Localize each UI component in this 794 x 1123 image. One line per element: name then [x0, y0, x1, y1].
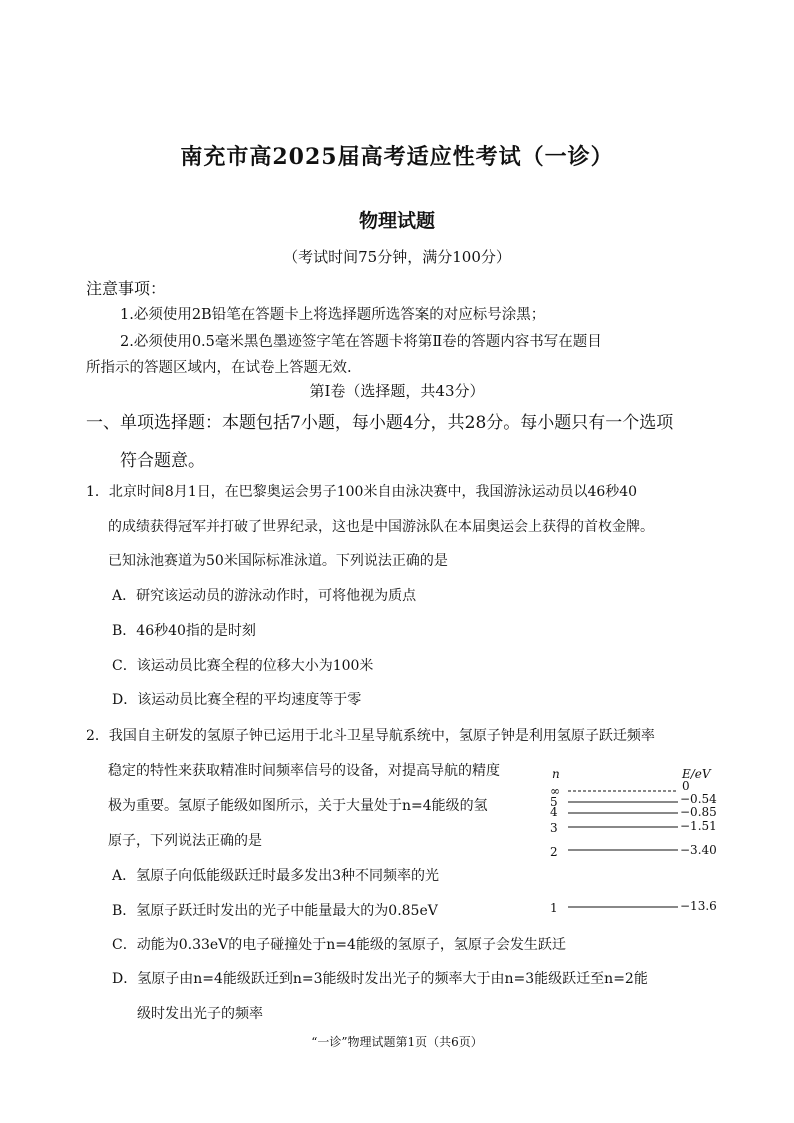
q2-option-a: A．氢原子向低能级跃迁时最多发出3种不同频率的光	[112, 868, 440, 884]
note-item-1: 1.必须使用2B铅笔在答题卡上将选择题所选答案的对应标号涂黑；	[120, 307, 546, 323]
part-1-title: 第Ⅰ卷（选择题，共43分）	[309, 382, 485, 400]
level-e-4: −0.85	[680, 805, 717, 819]
q2-stem-line-2: 稳定的特性来获取精准时间频率信号的设备，对提高导航的精度	[108, 763, 500, 779]
level-n-3: 3	[550, 821, 558, 835]
q2-option-c: C．动能为0.33eV的电子碰撞处于n=4能级的氢原子，氢原子会发生跃迁	[112, 937, 566, 953]
q1-stem-line-1: 1．北京时间8月1日，在巴黎奥运会男子100米自由泳决赛中，我国游泳运动员以46秒40	[86, 484, 638, 500]
subject-title: 物理试题	[358, 210, 435, 232]
section-1-heading: 一、单项选择题：本题包括7小题，每小题4分，共28分。每小题只有一个选项	[86, 413, 674, 433]
exam-title: 南充市高2025届高考适应性考试（一诊）	[180, 144, 614, 170]
level-e-1: −13.6	[680, 899, 717, 913]
level-n-inf: ∞	[550, 784, 560, 798]
level-e-2: −3.40	[680, 843, 717, 857]
energy-level-diagram	[540, 758, 730, 923]
q2-stem-line-1: 2．我国自主研发的氢原子钟已运用于北斗卫星导航系统中，氢原子钟是利用氢原子跃迁频率	[86, 728, 655, 744]
level-n-4: 4	[550, 805, 558, 819]
note-item-2-cont: 所指示的答题区域内，在试卷上答题无效.	[86, 360, 352, 376]
q2-option-d-cont: 级时发出光子的频率	[137, 1006, 263, 1022]
level-e-5: −0.54	[680, 792, 717, 806]
level-e-inf: 0	[682, 779, 690, 793]
diagram-n-header: n	[552, 767, 560, 781]
q2-option-b: B．氢原子跃迁时发出的光子中能量最大的为0.85eV	[112, 903, 438, 919]
q1-option-c: C．该运动员比赛全程的位移大小为100米	[112, 658, 374, 674]
section-1-heading-cont: 符合题意。	[120, 451, 205, 471]
q2-stem-line-3: 极为重要。氢原子能级如图所示，关于大量处于n=4能级的氢	[108, 798, 488, 814]
level-n-1: 1	[550, 901, 558, 915]
level-n-5: 5	[550, 795, 558, 809]
q2-option-d: D．氢原子由n=4能级跃迁到n=3能级时发出光子的频率大于由n=3能级跃迁至n=2能	[112, 971, 648, 987]
level-n-2: 2	[550, 845, 558, 859]
q1-option-b: B．46秒40指的是时刻	[112, 623, 256, 639]
q1-stem-line-3: 已知泳池赛道为50米国际标准泳道。下列说法正确的是	[108, 553, 448, 569]
q1-option-a: A．研究该运动员的游泳动作时，可将他视为质点	[112, 588, 417, 604]
q2-stem-line-4: 原子，下列说法正确的是	[108, 833, 262, 849]
diagram-e-header: E/eV	[682, 767, 711, 781]
page-footer: “一诊”物理试题第1页（共6页）	[311, 1035, 483, 1049]
exam-info: （考试时间75分钟，满分100分）	[283, 248, 511, 266]
note-item-2: 2.必须使用0.5毫米黑色墨迹签字笔在答题卡将第Ⅱ卷的答题内容书写在题目	[120, 334, 602, 350]
q1-option-d: D．该运动员比赛全程的平均速度等于零	[112, 692, 362, 708]
notes-heading: 注意事项：	[86, 279, 167, 298]
level-e-3: −1.51	[680, 819, 717, 833]
q1-stem-line-2: 的成绩获得冠军并打破了世界纪录，这也是中国游泳队在本届奥运会上获得的首枚金牌。	[108, 519, 654, 535]
